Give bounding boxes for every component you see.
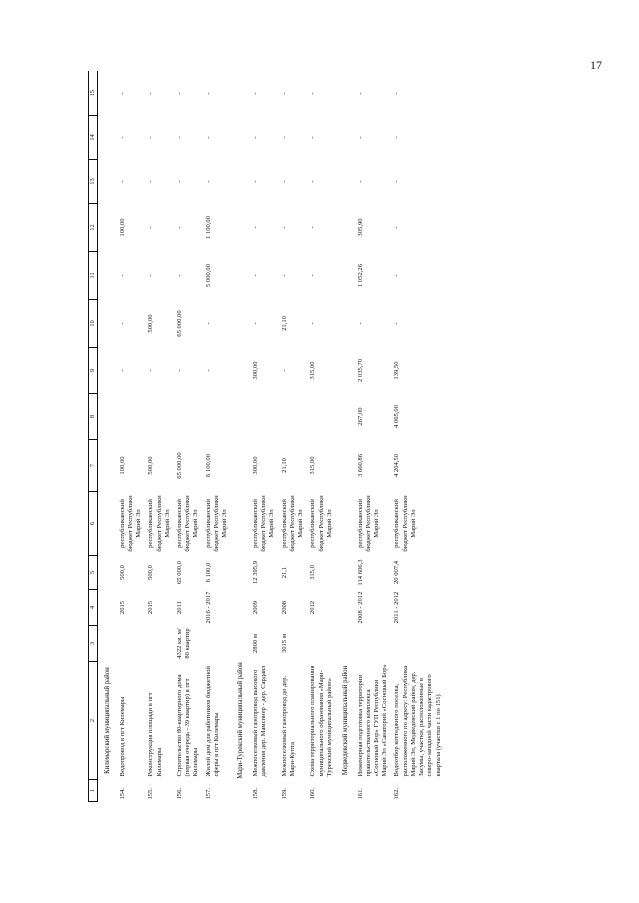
cell-col-7: 315,00 [309, 456, 317, 475]
object-name: Межпоселковый газопровод высокого давления дер. Мамсинер - дер. Сардаял [251, 665, 268, 777]
cell-col-11: - [176, 274, 184, 277]
cell-col-3 [203, 626, 232, 662]
cell-col-4: 2015 [118, 600, 126, 615]
cell-col-12: - [280, 226, 288, 229]
cell-col-12: - [393, 226, 401, 229]
cell-col-10: 65 000,00 [176, 310, 184, 337]
cell-col-3 [117, 626, 146, 662]
cell-col-6: республиканский бюджет Республики Марий Эл [204, 495, 229, 552]
row-number: 154. [118, 787, 126, 800]
cell-col-15: - [393, 92, 401, 95]
cell-col-7: 3 660,86 [356, 453, 364, 478]
empty-cell [336, 780, 354, 802]
cell-col-6: республиканский бюджет Республики Марий Эл [309, 495, 333, 552]
cell-col-14: - [118, 136, 126, 139]
cell-col-15: - [204, 92, 212, 95]
cell-col-5: 500,0 [118, 565, 126, 580]
column-header-13: 13 [89, 160, 98, 204]
empty-cell [98, 780, 117, 802]
cell-col-9: - [280, 369, 288, 372]
cell-col-7: 500,00 [147, 456, 155, 475]
cell-col-8 [174, 394, 203, 440]
cell-col-11: 1 052,26 [356, 263, 364, 288]
cell-col-14: - [204, 136, 212, 139]
cell-col-14: - [356, 136, 364, 139]
cell-col-4: 2011 [176, 601, 184, 614]
row-number: 156. [176, 787, 184, 800]
column-header-12: 12 [89, 204, 98, 252]
cell-col-6: республиканский бюджет Республики Марий Эл [356, 495, 380, 552]
cell-col-11: 5 000,00 [204, 263, 212, 288]
table-row [174, 72, 203, 802]
cell-col-9: - [176, 369, 184, 372]
table-header-row [89, 72, 98, 802]
object-name: Жилой дом для работников бюджетной сферы в пгт Килемары [204, 666, 220, 777]
object-name: Реконструкция площади в пгт Килемары [147, 692, 163, 777]
object-name: Межпоселковый газопровод до дер. Мари-Купта [280, 675, 296, 777]
region-row [231, 72, 249, 802]
region-row [98, 72, 117, 802]
row-number: 158. [251, 787, 259, 800]
cell-col-3: 3015 м [280, 634, 288, 654]
column-header-10: 10 [89, 300, 98, 348]
cell-col-6: республиканский бюджет Республики Марий Эл [118, 495, 143, 552]
cell-col-13: - [356, 180, 364, 183]
object-name: Схема территориального планирования муниципального образования «Мари-Турекский муниципальный район» [309, 665, 333, 777]
cell-col-14: - [176, 136, 184, 139]
row-number: 157. [204, 787, 212, 800]
empty-cell [231, 780, 249, 802]
cell-col-6: республиканский бюджет Республики Марий Эл [280, 495, 305, 552]
cell-col-9: - [204, 369, 212, 372]
table-row [250, 72, 279, 802]
table-row [203, 72, 232, 802]
cell-col-10: 500,00 [147, 314, 155, 333]
cell-col-6: республиканский бюджет Республики Марий Эл [147, 495, 171, 552]
column-header-15: 15 [89, 72, 98, 116]
object-name: Водопровод в пгт Килемары [118, 696, 126, 777]
cell-col-15: - [280, 92, 288, 95]
empty-cell [231, 72, 249, 662]
cell-col-9: 2 035,70 [356, 358, 364, 383]
cell-col-5: 114 606,3 [356, 559, 364, 586]
cell-col-15: - [118, 92, 126, 95]
region-name: Мари-Турекский муниципальный район [237, 662, 245, 779]
cell-col-8 [145, 394, 174, 440]
column-header-2: 2 [89, 662, 98, 780]
cell-col-15: - [309, 92, 317, 95]
column-header-1: 1 [89, 780, 98, 802]
cell-col-7: 6 100,00 [204, 453, 212, 478]
cell-col-7: 21,10 [280, 458, 288, 473]
cell-col-9: 139,50 [393, 361, 401, 380]
row-number: 155. [147, 787, 155, 800]
table-body [98, 72, 445, 802]
cell-col-3 [391, 626, 444, 662]
page-number: 17 [590, 58, 602, 72]
cell-col-4: 2008 - 2012 [356, 591, 364, 624]
cell-col-3 [355, 626, 392, 662]
column-header-7: 7 [89, 440, 98, 492]
cell-col-5: 6 100,0 [204, 562, 212, 583]
cell-col-11: - [147, 274, 155, 277]
cell-col-10: - [309, 322, 317, 325]
object-name: Инженерная подготовка территории правительственного комплекса «Сосновый Бор» ГУП Республики Марий Эл «Санаторий «Сосновый Бор» [356, 664, 389, 777]
cell-col-13: - [251, 180, 259, 183]
cell-col-10: - [356, 322, 364, 325]
cell-col-4: 2012 [309, 600, 317, 615]
cell-col-12: 100,00 [118, 218, 126, 237]
cell-col-15: - [356, 92, 364, 95]
row-number: 162. [393, 787, 401, 800]
cell-col-5: 21,1 [280, 566, 288, 579]
table-row [279, 72, 308, 802]
column-header-4: 4 [89, 590, 98, 626]
cell-col-15: - [147, 92, 155, 95]
column-header-8: 8 [89, 394, 98, 440]
cell-col-12: - [176, 226, 184, 229]
empty-cell [336, 72, 354, 662]
cell-col-13: - [393, 180, 401, 183]
cell-col-4: 2016 - 2017 [204, 591, 212, 624]
cell-col-11: - [393, 274, 401, 277]
data-table [88, 72, 445, 803]
cell-col-10: - [118, 322, 126, 325]
cell-col-4: 2015 [147, 600, 155, 615]
cell-col-13: - [176, 180, 184, 183]
cell-col-12: 305,90 [356, 218, 364, 237]
row-number: 159. [280, 787, 288, 800]
cell-col-8 [117, 394, 146, 440]
cell-col-12: - [251, 226, 259, 229]
cell-col-7: 100,00 [118, 456, 126, 475]
cell-col-14: - [393, 136, 401, 139]
cell-col-6: республиканский бюджет Республики Марий Эл [393, 495, 417, 552]
cell-col-14: - [280, 136, 288, 139]
cell-col-14: - [251, 136, 259, 139]
cell-col-5: 315,0 [309, 565, 317, 580]
object-name: Строительство 80-квартирного дома (первая очередь - 39 квартир) в пгт Килемары [176, 674, 200, 777]
cell-col-10: 21,10 [280, 316, 288, 331]
cell-col-12: 1 100,00 [204, 215, 212, 240]
cell-col-7: 4 204,50 [393, 453, 401, 478]
table-row [391, 72, 444, 802]
cell-col-10: - [393, 322, 401, 325]
table-row [145, 72, 174, 802]
cell-col-5: 20 007,4 [393, 560, 401, 585]
cell-col-13: - [147, 180, 155, 183]
cell-col-5: 12 395,9 [251, 560, 259, 585]
cell-col-8 [203, 394, 232, 440]
cell-col-3 [307, 626, 336, 662]
cell-col-8: 4 065,00 [393, 404, 401, 429]
rotated-table-container [88, 72, 563, 802]
cell-col-12: - [309, 226, 317, 229]
cell-col-8: 267,00 [356, 407, 364, 426]
cell-col-13: - [280, 180, 288, 183]
cell-col-14: - [309, 136, 317, 139]
cell-col-11: - [118, 274, 126, 277]
cell-col-14: - [147, 136, 155, 139]
cell-col-11: - [251, 274, 259, 277]
cell-col-4: 2008 [280, 600, 288, 615]
cell-col-11: - [280, 274, 288, 277]
cell-col-7: 300,00 [251, 456, 259, 475]
column-header-6: 6 [89, 492, 98, 556]
cell-col-9: 300,00 [251, 361, 259, 380]
cell-col-3 [145, 626, 174, 662]
cell-col-3: 2800 м [251, 634, 259, 654]
cell-col-8 [279, 394, 308, 440]
table-row [355, 72, 392, 802]
cell-col-12: - [147, 226, 155, 229]
row-number: 160. [309, 787, 317, 800]
region-name: Медведевский муниципальный район [342, 665, 350, 776]
cell-col-8 [250, 394, 279, 440]
cell-col-15: - [251, 92, 259, 95]
cell-col-10: - [204, 322, 212, 325]
table-row [307, 72, 336, 802]
row-number: 161. [356, 787, 364, 800]
cell-col-3: 4322 кв. м/ 80 квартир [176, 628, 192, 659]
cell-col-15: - [176, 92, 184, 95]
cell-col-11: - [309, 274, 317, 277]
cell-col-5: 500,0 [147, 565, 155, 580]
cell-col-13: - [309, 180, 317, 183]
column-header-11: 11 [89, 252, 98, 300]
region-name: Килемарский муниципальный район [104, 667, 112, 774]
table-row [117, 72, 146, 802]
cell-col-9: 315,00 [309, 361, 317, 380]
region-row [336, 72, 354, 802]
column-header-5: 5 [89, 556, 98, 590]
cell-col-5: 65 000,0 [176, 560, 184, 585]
cell-col-4: 2011 - 2012 [393, 591, 401, 624]
column-header-9: 9 [89, 348, 98, 394]
column-header-3: 3 [89, 626, 98, 662]
cell-col-7: 65 000,00 [176, 452, 184, 479]
cell-col-10: - [251, 322, 259, 325]
cell-col-4: 2009 [251, 600, 259, 615]
cell-col-9: - [147, 369, 155, 372]
cell-col-6: республиканский бюджет Республики Марий Эл [251, 495, 276, 552]
cell-col-6: республиканский бюджет Республики Марий Эл [176, 495, 200, 552]
empty-cell [98, 72, 117, 662]
cell-col-13: - [204, 180, 212, 183]
column-header-14: 14 [89, 116, 98, 160]
cell-col-13: - [118, 180, 126, 183]
object-name: Водоотбор коттеджного поселка, расположенного по адресу: Республика Марий Эл, Медведевский район, дер. Засумы, участки, расположенные в северо-западной части кадастрового квартала (участки с 1 по 151) [393, 665, 442, 777]
cell-col-9: - [118, 369, 126, 372]
cell-col-8 [307, 394, 336, 440]
